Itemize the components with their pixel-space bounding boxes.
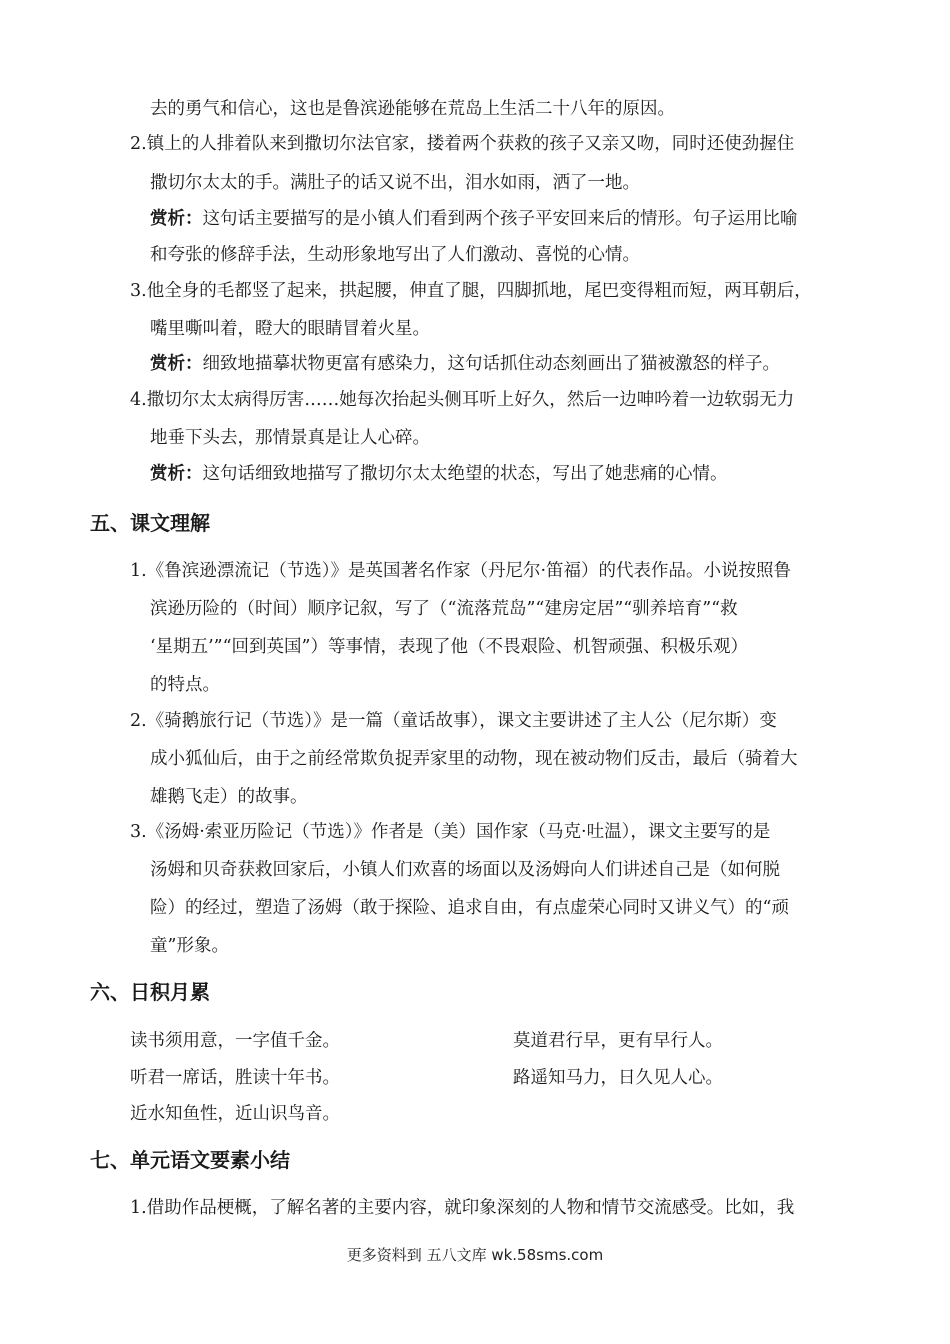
- summary-line: 1.借助作品梗概，了解名著的主要内容，就印象深刻的人物和情节交流感受。比如，我: [130, 1198, 795, 1218]
- analysis-text: 细致地描摹状物更富有感染力，这句话抓住动态刻画出了猫被激怒的样子。: [202, 354, 780, 374]
- proverb: 路遥知马力，日久见人心。: [513, 1068, 723, 1088]
- proverb: 读书须用意，一字值千金。: [130, 1031, 340, 1051]
- sentence-line: 嘴里嘶叫着，瞪大的眼睛冒着火星。: [150, 319, 430, 339]
- analysis-text: 这句话细致地描写了撒切尔太太绝望的状态，写出了她悲痛的心情。: [202, 464, 728, 484]
- comprehension-line: 1.《鲁滨逊漂流记（节选）》是英国著名作家（丹尼尔·笛福）的代表作品。小说按照鲁: [130, 561, 792, 581]
- analysis-label: 赏析：: [150, 464, 203, 484]
- sentence-line: 3.他全身的毛都竖了起来，拱起腰，伸直了腿，四脚抓地，尾巴变得粗而短，两耳朝后，: [130, 281, 812, 301]
- sentence-line: 地垂下头去，那情景真是让人心碎。: [150, 428, 430, 448]
- proverb: 莫道君行早，更有早行人。: [513, 1031, 723, 1051]
- comprehension-line: ‘星期五’”“回到英国”）等事情，表现了他（不畏艰险、机智顽强、积极乐观）: [150, 637, 748, 657]
- sentence-line: 撒切尔太太的手。满肚子的话又说不出，泪水如雨，洒了一地。: [150, 173, 640, 193]
- analysis-line: [150, 461, 728, 487]
- sentence-line: 4.撒切尔太太病得厉害……她每次抬起头侧耳听上好久，然后一边呻吟着一边软弱无力: [130, 390, 795, 410]
- page-footer: 更多资料到 五八文库 wk.58sms.com: [346, 1246, 604, 1264]
- section-heading: 六、日积月累: [90, 980, 210, 1004]
- proverb: 听君一席话，胜读十年书。: [130, 1068, 340, 1088]
- analysis-text: 这句话主要描写的是小镇人们看到两个孩子平安回来后的情形。句子运用比喻: [202, 209, 798, 229]
- analysis-label: 赏析：: [150, 354, 203, 374]
- comprehension-line: 童”形象。: [150, 936, 229, 956]
- analysis-line: 和夸张的修辞手法，生动形象地写出了人们激动、喜悦的心情。: [150, 245, 640, 265]
- comprehension-line: 汤姆和贝奇获救回家后，小镇人们欢喜的场面以及汤姆向人们讲述自己是（如何脱: [150, 860, 780, 880]
- comprehension-line: 2.《骑鹅旅行记（节选）》是一篇（童话故事），课文主要讲述了主人公（尼尔斯）变: [130, 711, 777, 731]
- paragraph-line: 去的勇气和信心，这也是鲁滨逊能够在荒岛上生活二十八年的原因。: [150, 99, 675, 119]
- comprehension-line: 险）的经过，塑造了汤姆（敢于探险、追求自由，有点虚荣心同时又讲义气）的“顽: [150, 898, 789, 918]
- section-heading: 七、单元语文要素小结: [90, 1148, 290, 1172]
- sentence-line: 2.镇上的人排着队来到撒切尔法官家，搂着两个获救的孩子又亲又吻，同时还使劲握住: [130, 134, 795, 154]
- comprehension-line: 成小狐仙后，由于之前经常欺负捉弄家里的动物，现在被动物们反击，最后（骑着大: [150, 749, 798, 769]
- analysis-line: [150, 351, 780, 377]
- proverb: 近水知鱼性，近山识鸟音。: [130, 1104, 340, 1124]
- comprehension-line: 雄鹅飞走）的故事。: [150, 787, 308, 807]
- section-heading: 五、课文理解: [90, 511, 210, 535]
- comprehension-line: 滨逊历险的（时间）顺序记叙，写了（“流落荒岛”“建房定居”“驯养培育”“救: [150, 599, 738, 619]
- comprehension-line: 3.《汤姆·索亚历险记（节选）》作者是（美）国作家（马克·吐温），课文主要写的是: [130, 822, 771, 842]
- comprehension-line: 的特点。: [150, 675, 220, 695]
- analysis-line: [150, 206, 798, 232]
- analysis-label: 赏析：: [150, 209, 203, 229]
